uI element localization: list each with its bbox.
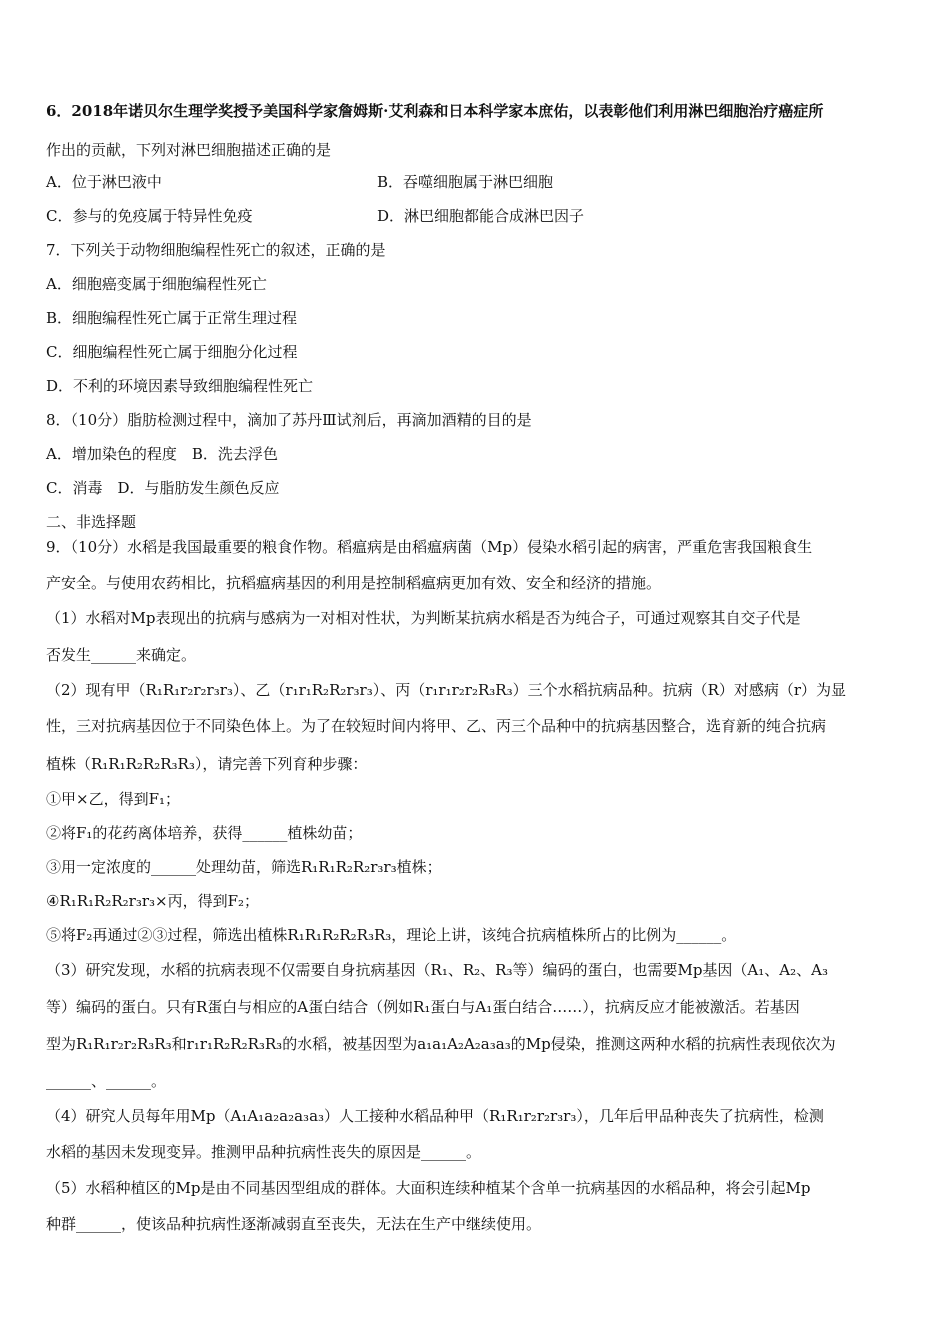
q9-stem-line1: 9．（10分）水稻是我国最重要的粮食作物。稻瘟病是由稻瘟病菌（Mp）侵染水稻引起的病害，严重危害我国粮食生 xyxy=(46,538,813,556)
q9-part3-line1: （3）研究发现，水稻的抗病表现不仅需要自身抗病基因（R₁、R₂、R₃等）编码的蛋白，也需要Mp基因（A₁、A₂、A₃ xyxy=(46,961,828,979)
q6-stem-line2: 作出的贡献，下列对淋巴细胞描述正确的是 xyxy=(46,141,332,159)
q9-step1: ①甲×乙，得到F₁； xyxy=(46,790,180,808)
q6-option-c: C．参与的免疫属于特异性免疫 xyxy=(46,207,253,225)
q9-step3: ③用一定浓度的______处理幼苗，筛选R₁R₁R₂R₂r₃r₃植株； xyxy=(46,858,442,876)
q7-option-b: B．细胞编程性死亡属于正常生理过程 xyxy=(46,309,298,327)
q7-option-d: D．不利的环境因素导致细胞编程性死亡 xyxy=(46,377,314,395)
q9-part2-line2: 性，三对抗病基因位于不同染色体上。为了在较短时间内将甲、乙、丙三个品种中的抗病基因整合，选育新的纯合抗病 xyxy=(46,717,827,735)
q9-part3-line3: 型为R₁R₁r₂r₂R₃R₃和r₁r₁R₂R₂R₃R₃的水稻，被基因型为a₁a₁A₂A₂a₃a₃的Mp侵染，推测这两种水稻的抗病性表现依次为 xyxy=(46,1035,836,1053)
q9-part3-line4: ______、______。 xyxy=(46,1072,167,1090)
q8-options-cd: C．消毒 D．与脂肪发生颜色反应 xyxy=(46,479,280,497)
q9-part4-line1: （4）研究人员每年用Mp（A₁A₁a₂a₂a₃a₃）人工接种水稻品种甲（R₁R₁r₂r₂r₃r₃），几年后甲品种丧失了抗病性，检测 xyxy=(46,1107,824,1125)
q6-option-a: A．位于淋巴液中 xyxy=(46,173,162,191)
q9-part3-line2: 等）编码的蛋白。只有R蛋白与相应的A蛋白结合（例如R₁蛋白与A₁蛋白结合……），抗病反应才能被激活。若基因 xyxy=(46,998,800,1016)
q7-stem: 7．下列关于动物细胞编程性死亡的叙述，正确的是 xyxy=(46,241,386,259)
q9-part1-line2: 否发生______来确定。 xyxy=(46,646,197,664)
q7-option-c: C．细胞编程性死亡属于细胞分化过程 xyxy=(46,343,298,361)
q9-step5: ⑤将F₂再通过②③过程，筛选出植株R₁R₁R₂R₂R₃R₃，理论上讲，该纯合抗病植株所占的比例为______。 xyxy=(46,926,737,944)
q8-stem: 8．（10分）脂肪检测过程中，滴加了苏丹Ⅲ试剂后，再滴加酒精的目的是 xyxy=(46,411,532,429)
q6-stem-line1: 6．2018年诺贝尔生理学奖授予美国科学家詹姆斯·艾利森和日本科学家本庶佑，以表彰他们利用淋巴细胞治疗癌症所 xyxy=(46,102,824,120)
q9-part5-line1: （5）水稻种植区的Mp是由不同基因型组成的群体。大面积连续种植某个含单一抗病基因的水稻品种，将会引起Mp xyxy=(46,1179,811,1197)
q7-option-a: A．细胞癌变属于细胞编程性死亡 xyxy=(46,275,267,293)
q9-stem-line2: 产安全。与使用农药相比，抗稻瘟病基因的利用是控制稻瘟病更加有效、安全和经济的措施。 xyxy=(46,574,662,592)
q9-part1-line1: （1）水稻对Mp表现出的抗病与感病为一对相对性状，为判断某抗病水稻是否为纯合子，可通过观察其自交子代是 xyxy=(46,609,801,627)
q9-part4-line2: 水稻的基因未发现变异。推测甲品种抗病性丧失的原因是______。 xyxy=(46,1143,482,1161)
q6-option-b: B．吞噬细胞属于淋巴细胞 xyxy=(377,173,554,191)
q9-step2: ②将F₁的花药离体培养，获得______植株幼苗； xyxy=(46,824,363,842)
section-heading: 二、非选择题 xyxy=(46,513,137,531)
q9-step4: ④R₁R₁R₂R₂r₃r₃×丙，得到F₂； xyxy=(46,892,260,910)
q8-options-ab: A．增加染色的程度 B．洗去浮色 xyxy=(46,445,278,463)
q9-part2-line1: （2）现有甲（R₁R₁r₂r₂r₃r₃）、乙（r₁r₁R₂R₂r₃r₃）、丙（r₁r₁r₂r₂R₃R₃）三个水稻抗病品种。抗病（R）对感病（r）为显 xyxy=(46,681,847,699)
q9-part2-line3: 植株（R₁R₁R₂R₂R₃R₃），请完善下列育种步骤： xyxy=(46,755,368,773)
q6-option-d: D．淋巴细胞都能合成淋巴因子 xyxy=(377,207,585,225)
q9-part5-line2: 种群______，使该品种抗病性逐渐减弱直至丧失，无法在生产中继续使用。 xyxy=(46,1215,542,1233)
